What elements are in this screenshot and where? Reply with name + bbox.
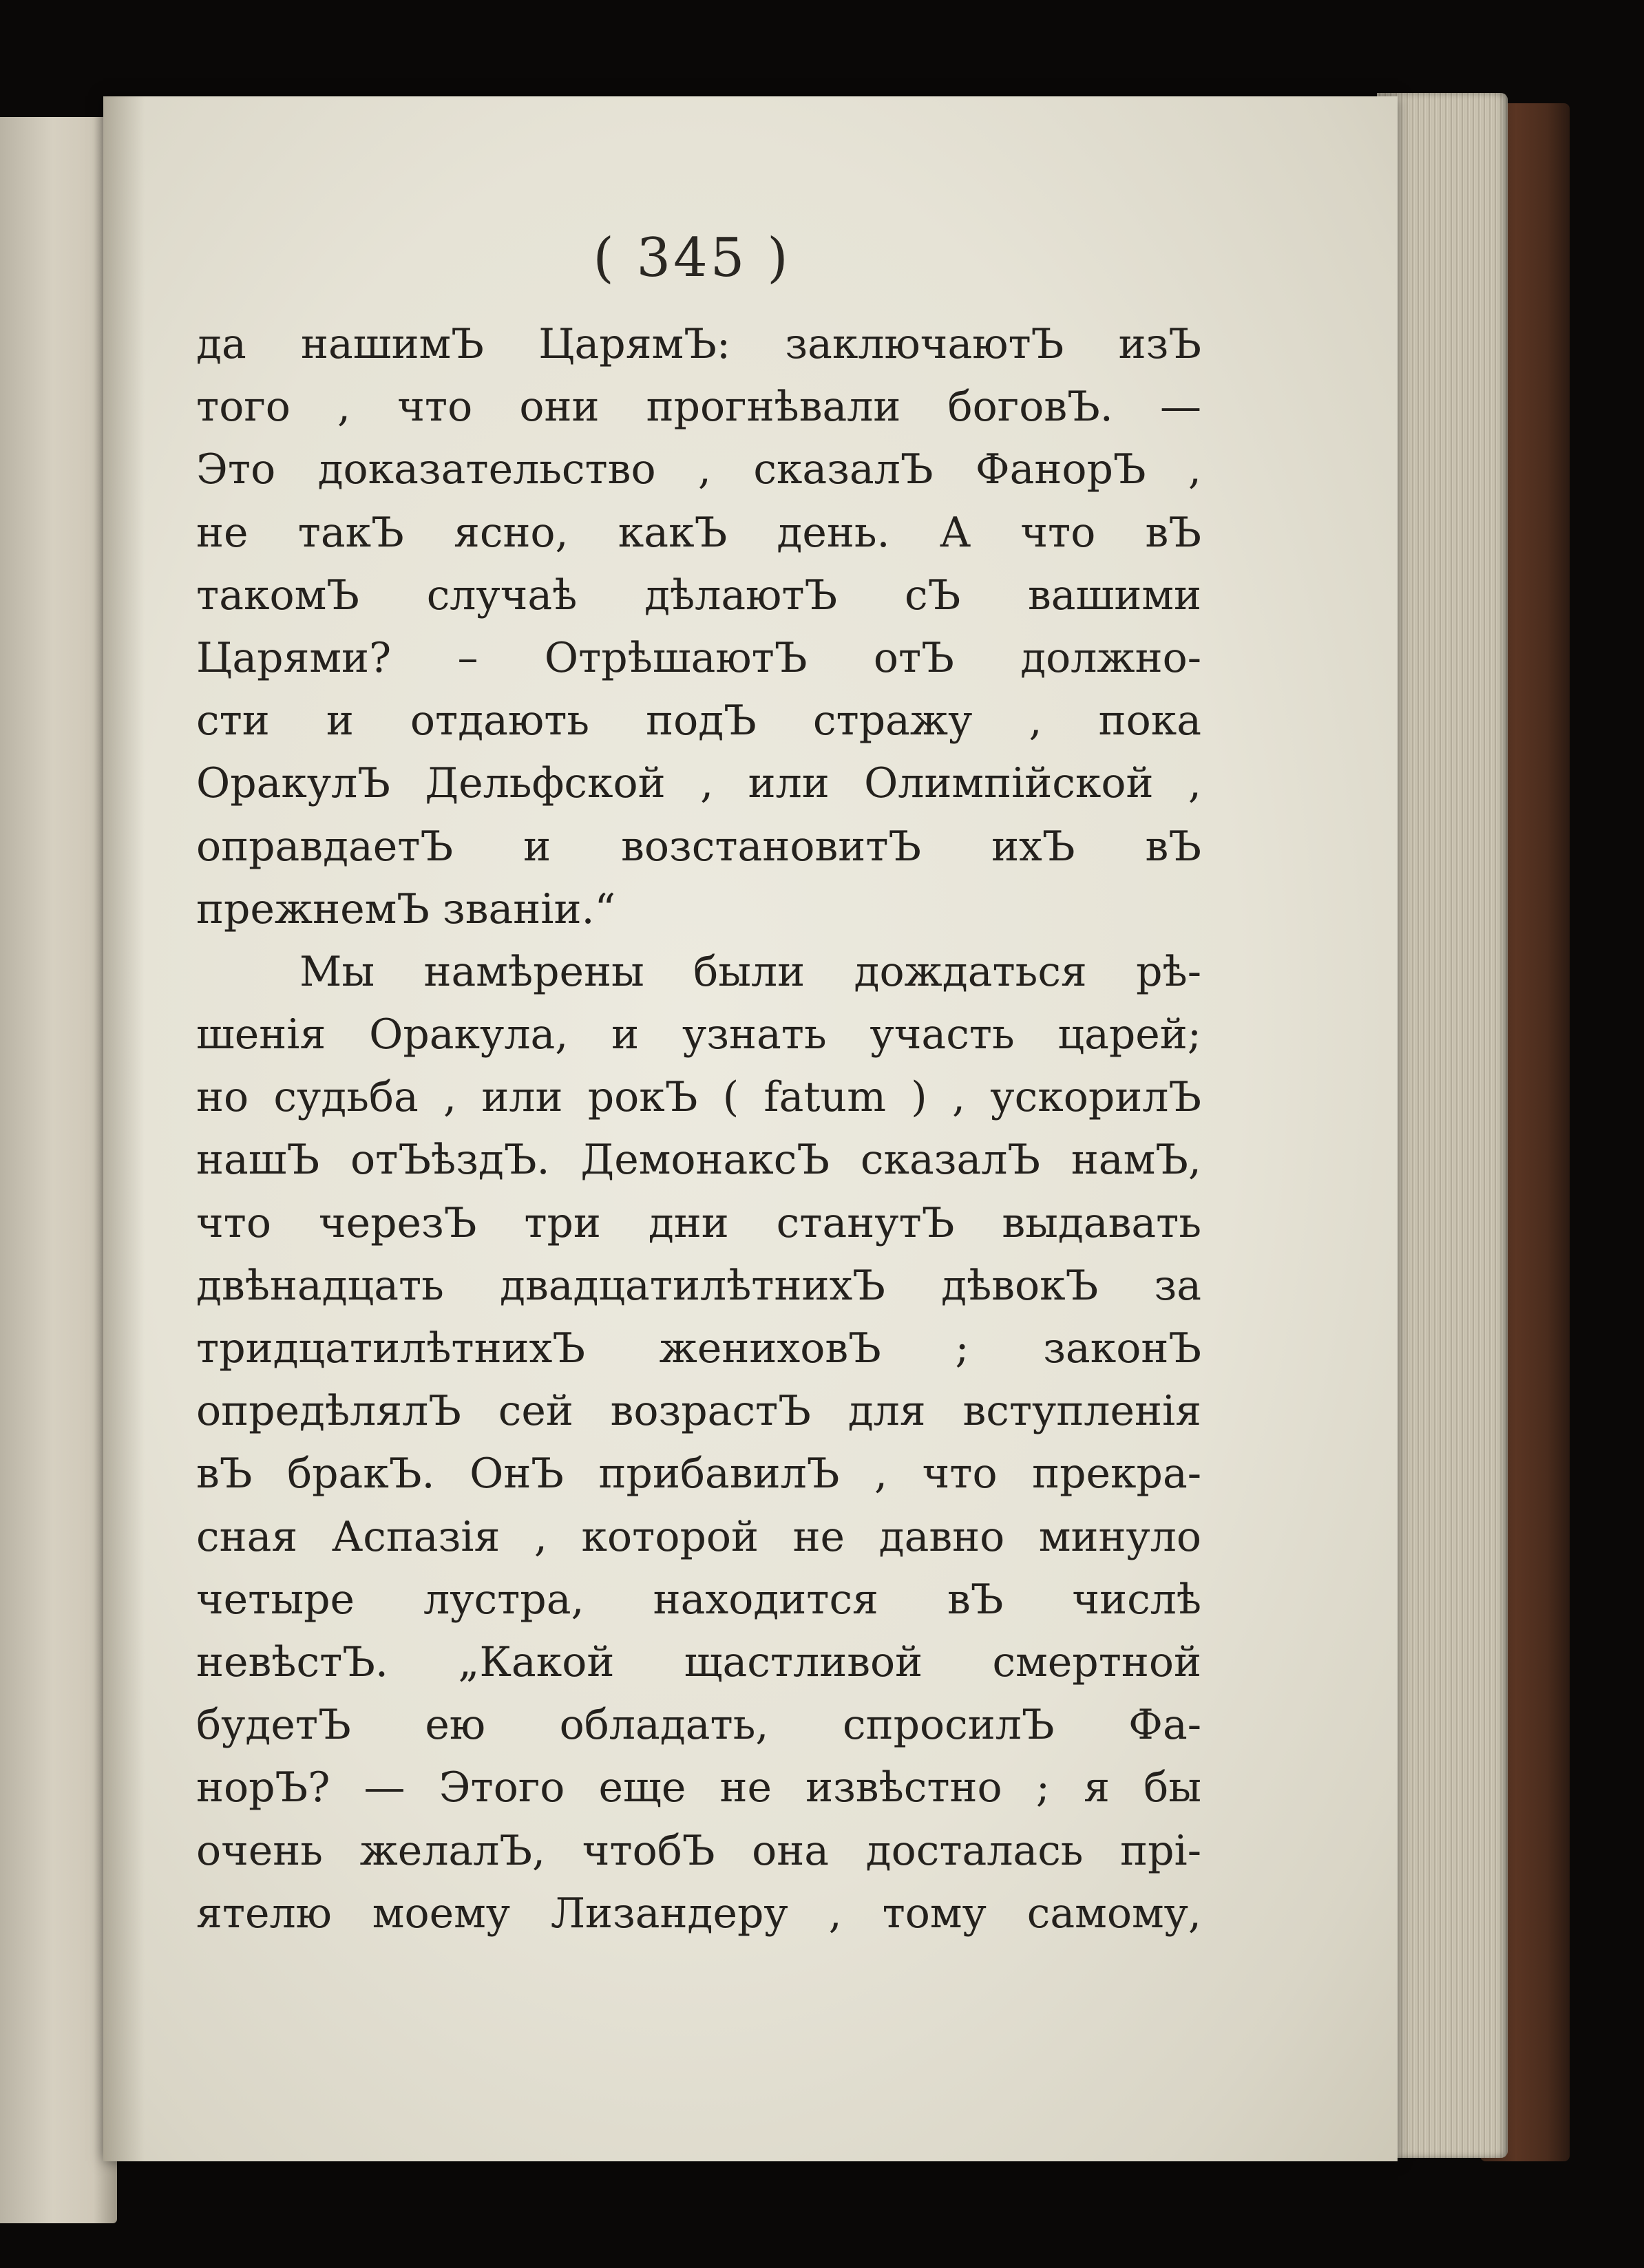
text-line: не такЪ ясно, какЪ день. А что вЪ: [196, 508, 1201, 557]
body-text: [196, 313, 1201, 1945]
text-line: но судьба , или рокЪ ( fatum ) , ускорилЪ: [196, 1073, 1201, 1122]
text-line: оправдаетЪ и возстановитЪ ихЪ вЪ: [196, 822, 1201, 871]
text-line: да нашимЪ ЦарямЪ: заключаютЪ изЪ: [196, 320, 1201, 368]
text-line: сти и отдають подЪ стражу , пока: [196, 697, 1201, 745]
text-line: опредѣлялЪ сей возрастЪ для вступленія: [196, 1387, 1201, 1436]
text-line: будетЪ ею обладать, спросилЪ Фа-: [196, 1701, 1201, 1750]
text-line: двѣнадцать двадцатилѣтнихЪ дѣвокЪ за: [196, 1261, 1201, 1310]
text-line: шенія Оракула, и узнать участь царей;: [196, 1010, 1201, 1059]
text-line: норЪ? — Этого еще не извѣстно ; я бы: [196, 1763, 1201, 1812]
text-line: сная Аспазія , которой не давно минуло: [196, 1512, 1201, 1561]
text-line: очень желалЪ, чтобЪ она досталась прі-: [196, 1826, 1201, 1875]
text-line: того , что они прогнѣвали боговЪ. —: [196, 383, 1201, 432]
text-line: Царями? – ОтрѣшаютЪ отЪ должно-: [196, 633, 1201, 682]
text-line: что черезЪ три дни станутЪ выдавать: [196, 1198, 1201, 1247]
text-line: ятелю моему Лизандеру , тому самому,: [196, 1889, 1201, 1938]
text-line: невѣстЪ. „Какой щастливой смертной: [196, 1638, 1201, 1686]
page-number: ( 345 ): [593, 227, 791, 289]
text-line: прежнемЪ званіи.“: [196, 884, 616, 933]
text-line: четыре луcтра, находится вЪ числѣ: [196, 1575, 1201, 1624]
text-line: тридцатилѣтнихЪ жениховЪ ; законЪ: [196, 1324, 1201, 1373]
text-line: Это доказательство , сказалЪ ФанорЪ ,: [196, 445, 1201, 494]
facing-page-edge: [0, 117, 117, 2223]
text-line: вЪ бракЪ. ОнЪ прибавилЪ , что прекра-: [196, 1450, 1201, 1498]
text-line: ОракулЪ Дельфской , или Олимпійской ,: [196, 759, 1201, 808]
text-line: такомЪ случаѣ дѣлаютЪ сЪ вашими: [196, 571, 1201, 619]
text-line: нашЪ отЪѣздЪ. ДемонаксЪ сказалЪ намЪ,: [196, 1136, 1201, 1185]
paragraph-start-line: Мы намѣрены были дождаться рѣ-: [299, 947, 1201, 996]
page-gutter-shadow: [103, 96, 145, 2161]
